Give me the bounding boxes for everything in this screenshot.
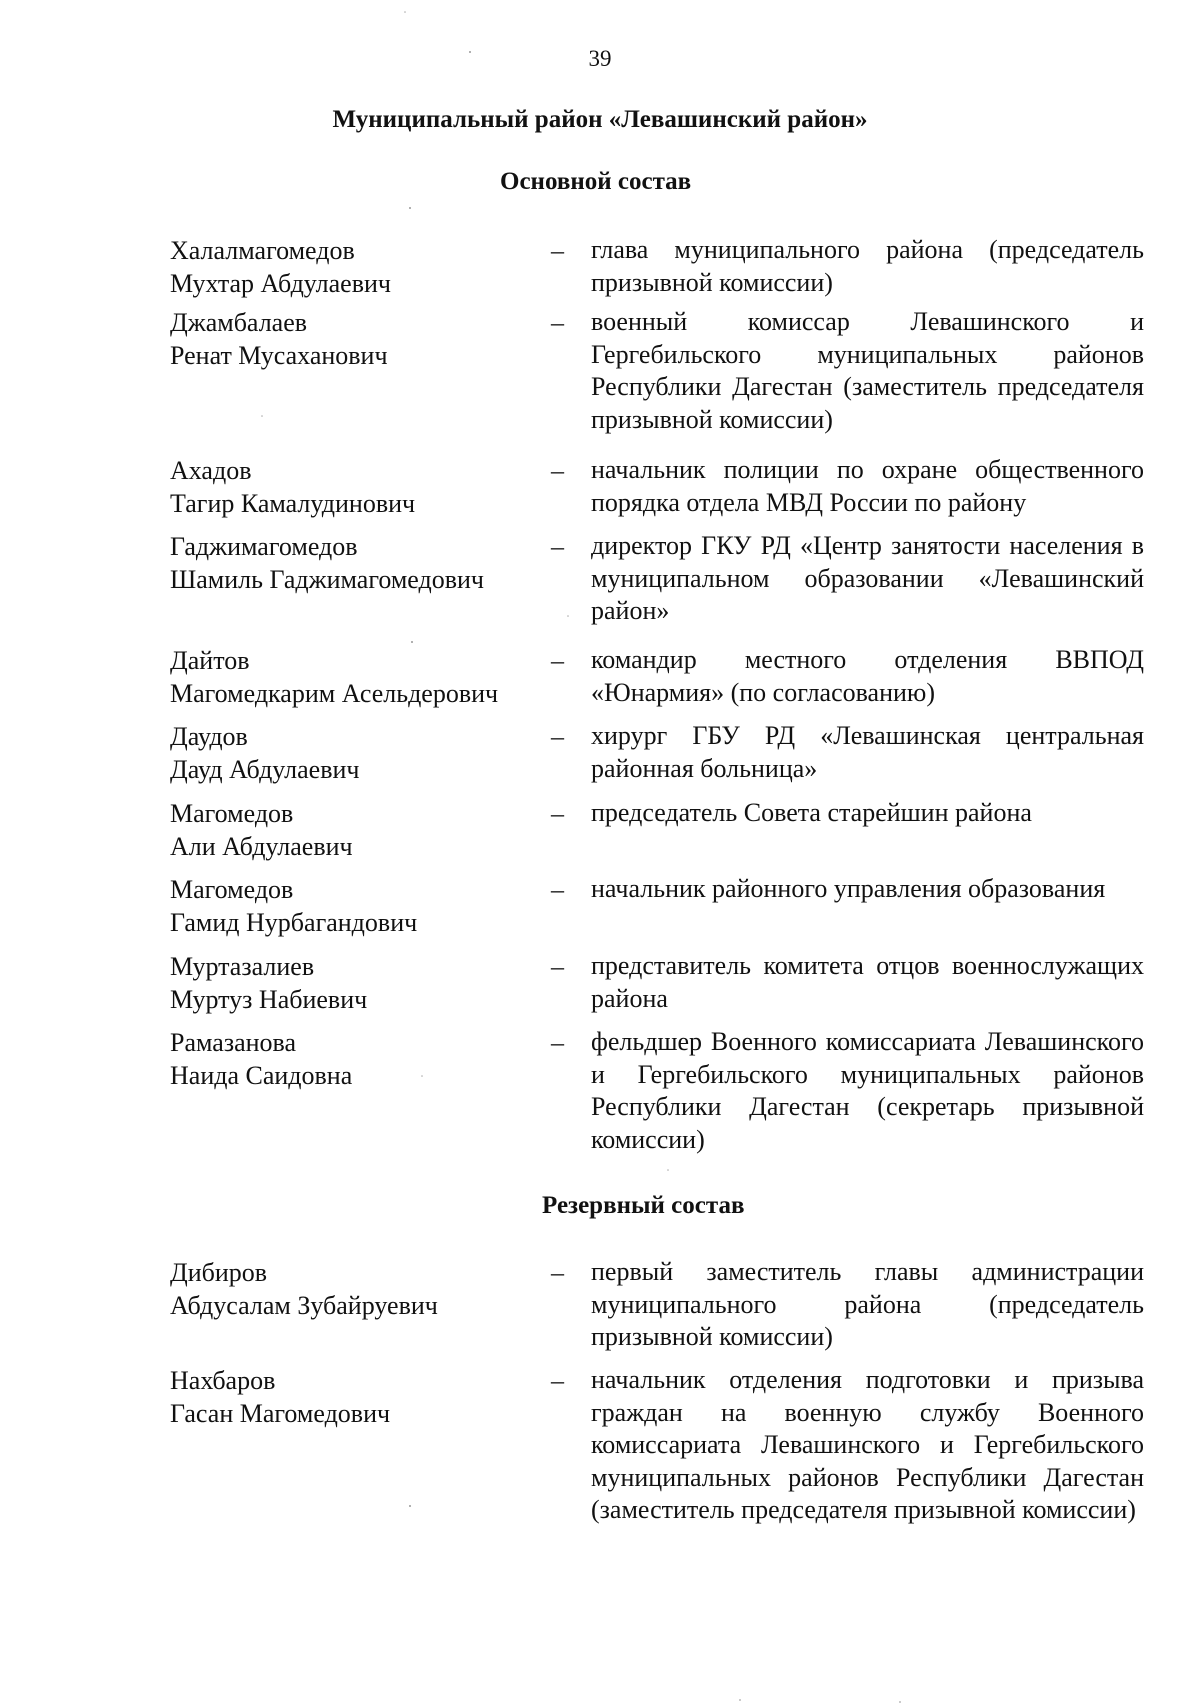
member-name bbox=[170, 454, 550, 520]
dash-separator: – bbox=[551, 952, 564, 981]
member-given-name: Абдусалам Зубайруевич bbox=[170, 1291, 438, 1320]
member-role: начальник районного управления образования bbox=[591, 874, 1106, 903]
dash-separator: – bbox=[551, 456, 564, 485]
member-role: глава муниципального района (председатель призывной комиссии) bbox=[591, 235, 1144, 297]
member-name bbox=[170, 530, 550, 596]
dash-separator: – bbox=[551, 722, 564, 751]
member-surname: Ахадов bbox=[170, 456, 252, 485]
member-given-name: Али Абдулаевич bbox=[170, 832, 353, 861]
member-given-name: Гасан Магомедович bbox=[170, 1399, 391, 1428]
member-name bbox=[170, 1256, 550, 1322]
member-role: командир местного отделения ВВПОД «Юнармия» (по согласованию) bbox=[591, 645, 1144, 707]
member-role: председатель Совета старейшин района bbox=[591, 798, 1032, 827]
member-given-name: Дауд Абдулаевич bbox=[170, 755, 360, 784]
member-name bbox=[170, 234, 550, 300]
member-name bbox=[170, 1026, 550, 1092]
reserve-section-heading: Резервный состав bbox=[542, 1192, 745, 1219]
member-surname: Даудов bbox=[170, 722, 248, 751]
member-role: хирург ГБУ РД «Левашинская центральная районная больница» bbox=[591, 721, 1144, 783]
main-section-heading: Основной состав bbox=[500, 168, 692, 195]
member-name bbox=[170, 644, 550, 710]
member-surname: Магомедов bbox=[170, 875, 294, 904]
member-given-name: Магомедкарим Асельдерович bbox=[170, 679, 499, 708]
member-surname: Муртазалиев bbox=[170, 952, 315, 981]
member-name bbox=[170, 797, 550, 863]
member-name bbox=[170, 873, 550, 939]
dash-separator: – bbox=[551, 1366, 564, 1395]
dash-separator: – bbox=[551, 532, 564, 561]
member-given-name: Наида Саидовна bbox=[170, 1061, 353, 1090]
member-surname: Джамбалаев bbox=[170, 308, 308, 337]
dash-separator: – bbox=[551, 799, 564, 828]
member-role: начальник полиции по охране общественного порядка отдела МВД России по району bbox=[591, 455, 1144, 517]
member-role: фельдшер Военного комиссариата Левашинского и Гергебильского муниципальных районов Республики Дагестан (секретарь призывной комиссии) bbox=[591, 1027, 1144, 1154]
dash-separator: – bbox=[551, 646, 564, 675]
dash-separator: – bbox=[551, 308, 564, 337]
member-given-name: Гамид Нурбагандович bbox=[170, 908, 418, 937]
member-name bbox=[170, 306, 550, 372]
member-role: начальник отделения подготовки и призыва граждан на военную службу Военного комиссариата Левашинского и Гергебильского муниципальных районов Республики Дагестан (заместитель председателя призывной комиссии) bbox=[591, 1365, 1144, 1524]
dash-separator: – bbox=[551, 1258, 564, 1287]
member-surname: Нахбаров bbox=[170, 1366, 276, 1395]
member-surname: Халалмагомедов bbox=[170, 236, 355, 265]
member-name bbox=[170, 950, 550, 1016]
member-surname: Магомедов bbox=[170, 799, 294, 828]
member-name bbox=[170, 720, 550, 786]
member-given-name: Тагир Камалудинович bbox=[170, 489, 416, 518]
member-role: директор ГКУ РД «Центр занятости населения в муниципальном образовании «Левашинский район» bbox=[591, 531, 1144, 625]
document-title: Муниципальный район «Левашинский район» bbox=[332, 106, 868, 133]
member-role: военный комиссар Левашинского и Гергебильского муниципальных районов Республики Дагестан (заместитель председателя призывной комиссии) bbox=[591, 307, 1144, 434]
member-given-name: Мухтар Абдулаевич bbox=[170, 269, 391, 298]
dash-separator: – bbox=[551, 236, 564, 265]
member-given-name: Муртуз Набиевич bbox=[170, 985, 368, 1014]
dash-separator: – bbox=[551, 875, 564, 904]
member-given-name: Ренат Мусаханович bbox=[170, 341, 388, 370]
page-number: 39 bbox=[588, 46, 612, 71]
member-role: представитель комитета отцов военнослужащих района bbox=[591, 951, 1144, 1013]
member-given-name: Шамиль Гаджимагомедович bbox=[170, 565, 484, 594]
member-surname: Дибиров bbox=[170, 1258, 268, 1287]
dash-separator: – bbox=[551, 1028, 564, 1057]
member-role: первый заместитель главы администрации муниципального района (председатель призывной комиссии) bbox=[591, 1257, 1144, 1351]
member-surname: Рамазанова bbox=[170, 1028, 297, 1057]
member-surname: Дайтов bbox=[170, 646, 250, 675]
member-surname: Гаджимагомедов bbox=[170, 532, 358, 561]
member-name bbox=[170, 1364, 550, 1430]
